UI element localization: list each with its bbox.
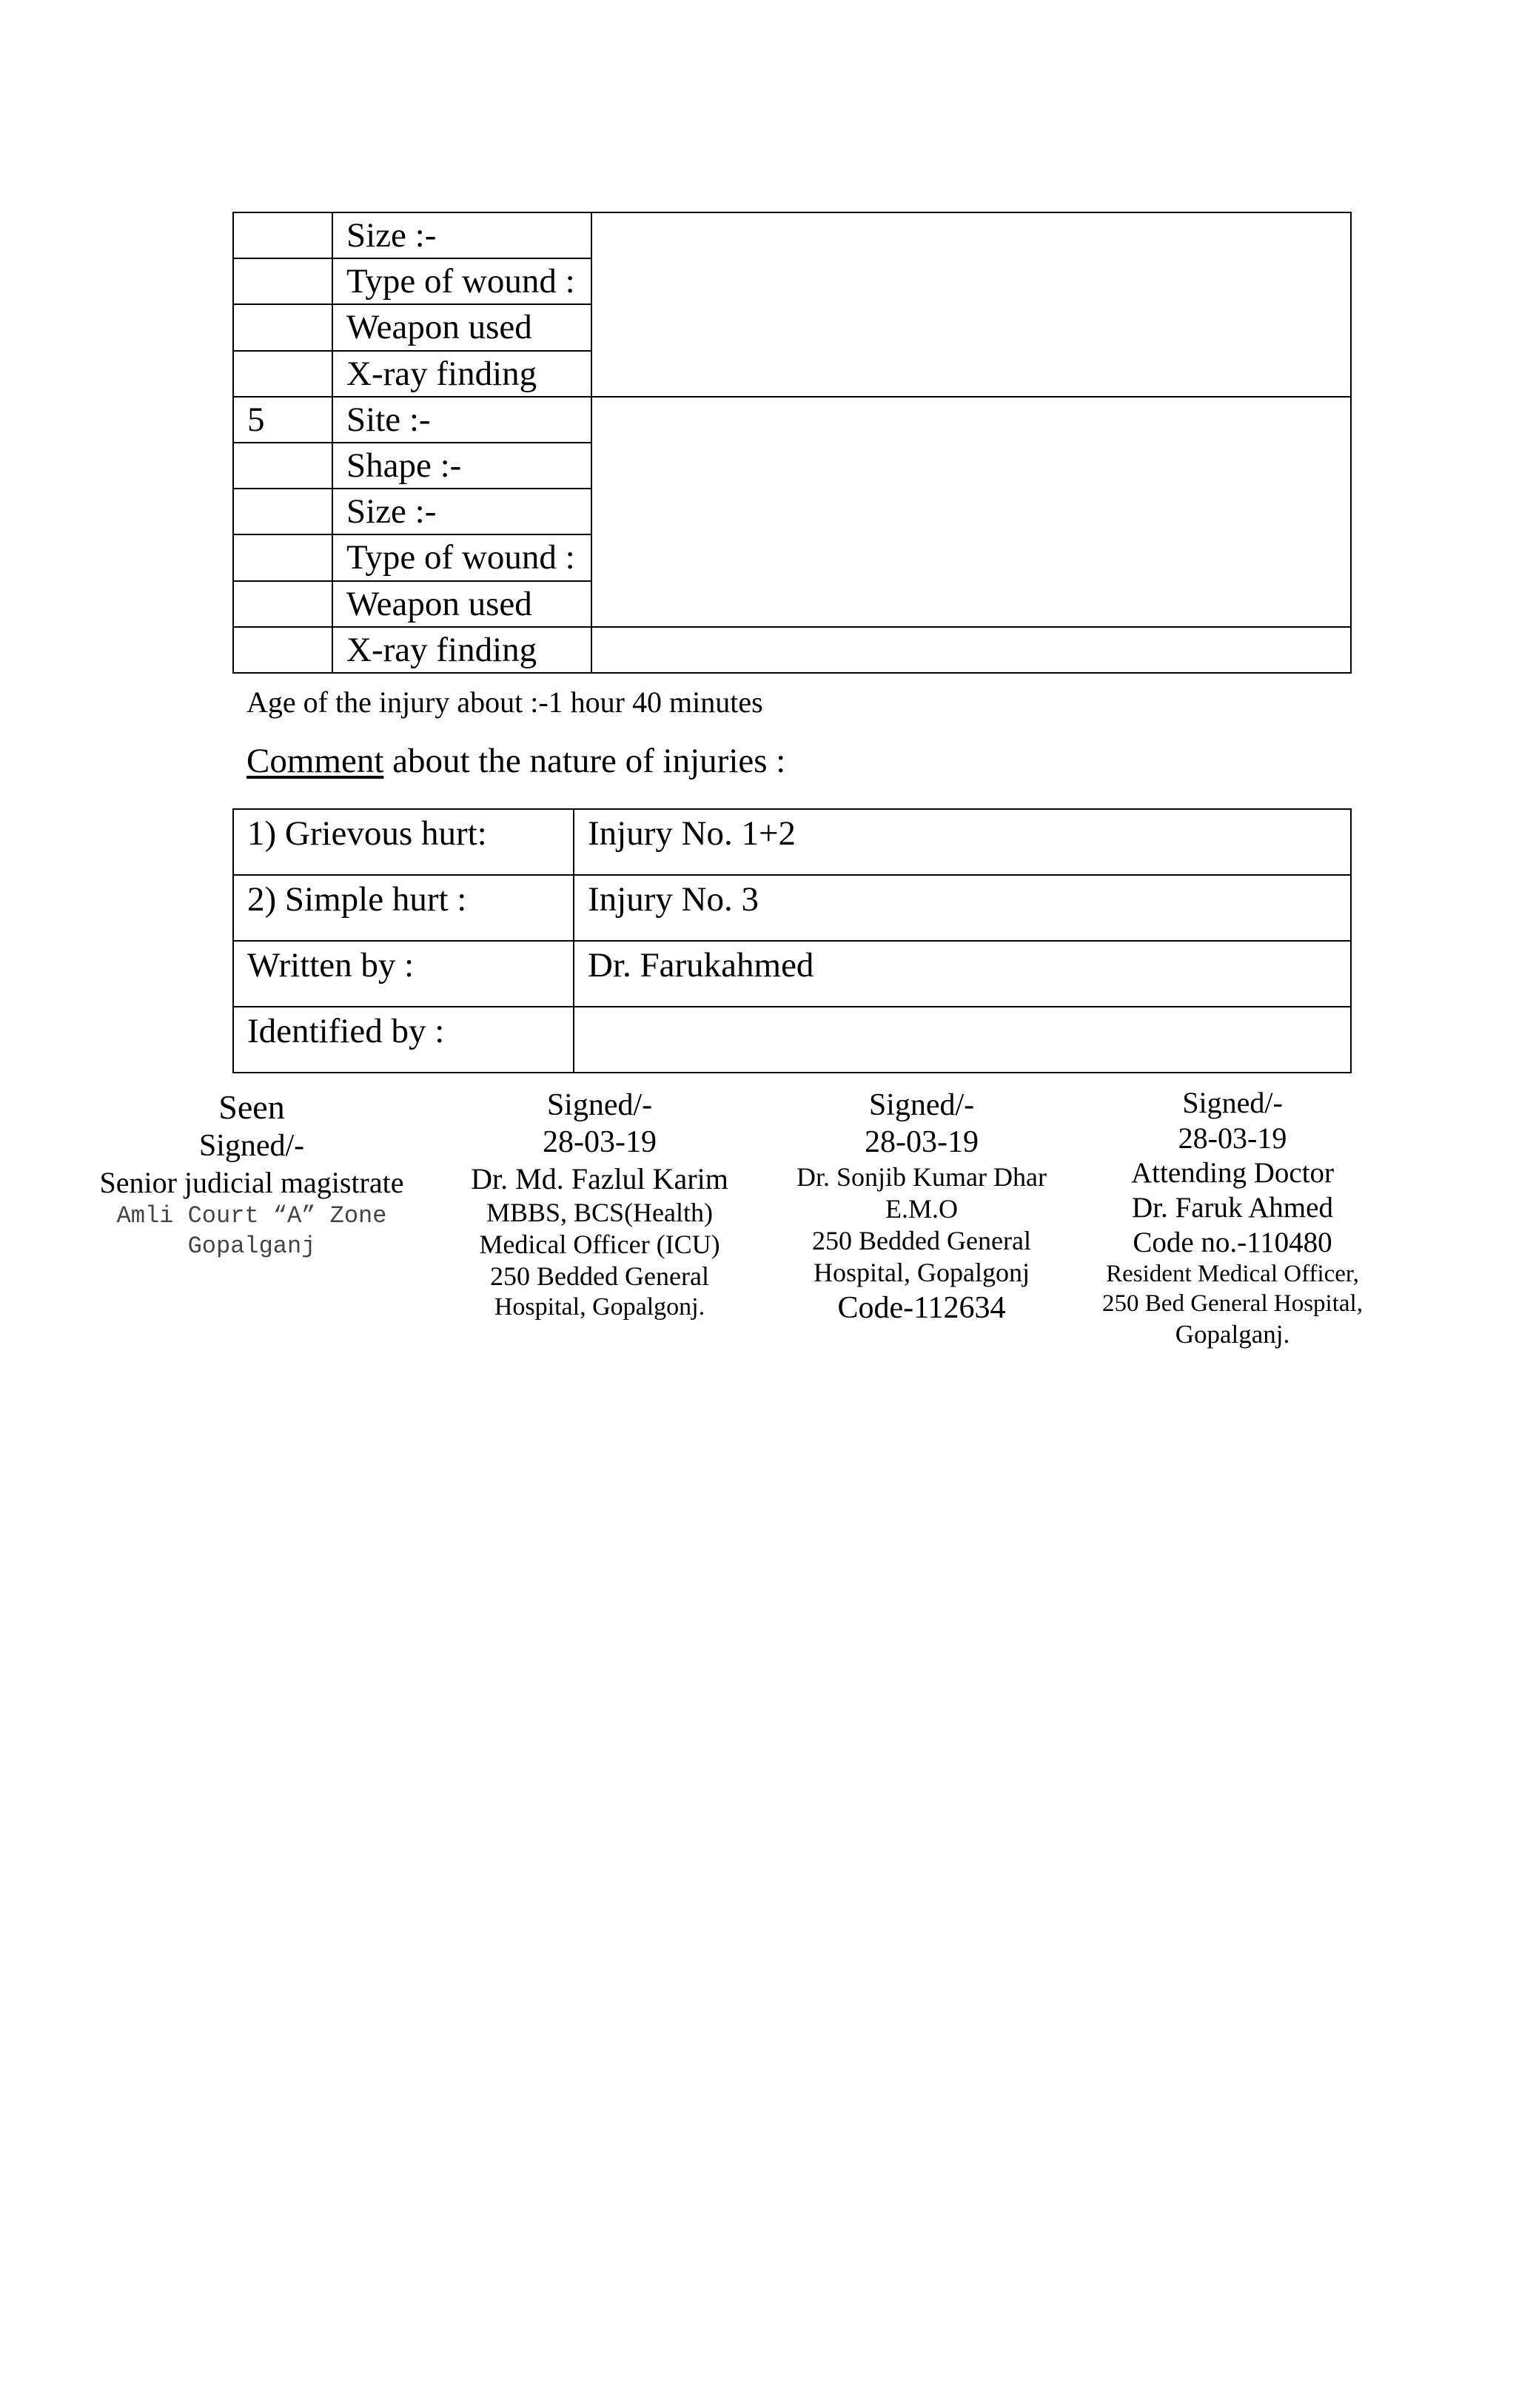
injury-5-description (591, 397, 1351, 627)
sig-line: Resident Medical Officer, (1106, 1261, 1359, 1288)
nature-value: Dr. Farukahmed (574, 941, 1351, 1007)
nature-label: 1) Grievous hurt: (233, 809, 574, 875)
nature-label: Identified by : (233, 1007, 574, 1073)
sig-line: E.M.O (885, 1193, 958, 1224)
nature-value (574, 1007, 1351, 1073)
injury-field-label: Type of wound : (332, 258, 591, 304)
comment-heading-underlined: Comment (246, 742, 384, 780)
nature-value: Injury No. 3 (574, 875, 1351, 941)
injury-no-cell (233, 351, 332, 397)
nature-label: Written by : (233, 941, 574, 1007)
sig-line: Medical Officer (ICU) (479, 1229, 720, 1259)
injury-4-description (591, 212, 1351, 397)
table-row (233, 809, 1351, 875)
table-row (233, 397, 1351, 443)
signature-block-sonjib-kumar-dhar (740, 1087, 1103, 1327)
sig-line: 28-03-19 (1178, 1121, 1287, 1155)
sig-line: Signed/- (546, 1088, 653, 1122)
sig-line: Attending Doctor (1130, 1157, 1335, 1189)
sig-line: Signed/- (868, 1088, 975, 1122)
sig-line: Gopalganj (187, 1232, 316, 1260)
sig-line: 250 Bedded General (812, 1226, 1031, 1256)
injury-no-cell (233, 489, 332, 534)
injury-no-cell (233, 443, 332, 489)
injury-no-cell (233, 212, 332, 258)
injury-field-label: X-ray finding (332, 627, 591, 673)
injury-no-cell (233, 304, 332, 350)
table-row (233, 875, 1351, 941)
sig-line: 250 Bed General Hospital, (1102, 1289, 1363, 1317)
injury-field-label: Site :- (332, 397, 591, 443)
sig-line: Senior judicial magistrate (99, 1165, 404, 1199)
injury-no-cell (233, 627, 332, 673)
injury-field-label: Weapon used (332, 304, 591, 350)
nature-label: 2) Simple hurt : (233, 875, 574, 941)
injury-no-cell: 5 (233, 397, 332, 443)
sig-line: 28-03-19 (543, 1125, 657, 1160)
sig-line: Gopalganj. (1175, 1319, 1290, 1349)
injury-field-label: Weapon used (332, 581, 591, 627)
sig-line: Hospital, Gopalgonj (814, 1258, 1030, 1288)
table-row (233, 941, 1351, 1007)
sig-line: Code-112634 (837, 1290, 1006, 1325)
injury-field-label: X-ray finding (332, 351, 591, 397)
sig-line: Dr. Faruk Ahmed (1132, 1191, 1333, 1224)
sig-line: Dr. Sonjib Kumar Dhar (796, 1161, 1047, 1192)
sig-line: 28-03-19 (865, 1125, 979, 1160)
sig-line: Hospital, Gopalgonj. (494, 1293, 705, 1321)
table-row (233, 627, 1351, 673)
sig-line: Code no.-110480 (1133, 1226, 1332, 1258)
injury-no-cell (233, 258, 332, 304)
sig-line: Amli Court “A” Zone (116, 1201, 387, 1230)
sig-line: Signed/- (198, 1129, 305, 1164)
signature-block-fazlul-karim (415, 1087, 785, 1323)
sig-line: MBBS, BCS(Health) (486, 1197, 714, 1227)
sig-line: Signed/- (1182, 1086, 1283, 1119)
injury-no-cell (233, 581, 332, 627)
injury-field-label: Type of wound : (332, 534, 591, 580)
injury-5-xray-value (591, 627, 1351, 673)
injury-no-cell (233, 534, 332, 580)
sig-line: Seen (218, 1088, 285, 1126)
signature-block-magistrate (74, 1087, 429, 1261)
signature-block-faruk-ahmed (1051, 1085, 1414, 1350)
comment-heading (246, 740, 785, 782)
injury-field-label: Size :- (332, 212, 591, 258)
nature-of-injuries-table (232, 808, 1352, 1073)
table-row (233, 1007, 1351, 1073)
nature-value: Injury No. 1+2 (574, 809, 1351, 875)
sig-line: 250 Bedded General (490, 1261, 709, 1292)
injury-field-label: Size :- (332, 489, 591, 534)
injury-details-table (232, 212, 1352, 674)
sig-line: Dr. Md. Fazlul Karim (471, 1161, 728, 1195)
injury-field-label: Shape :- (332, 443, 591, 489)
comment-heading-rest: about the nature of injuries : (383, 742, 786, 780)
table-row (233, 212, 1351, 258)
injury-age-line: Age of the injury about :-1 hour 40 minutes (246, 685, 763, 719)
